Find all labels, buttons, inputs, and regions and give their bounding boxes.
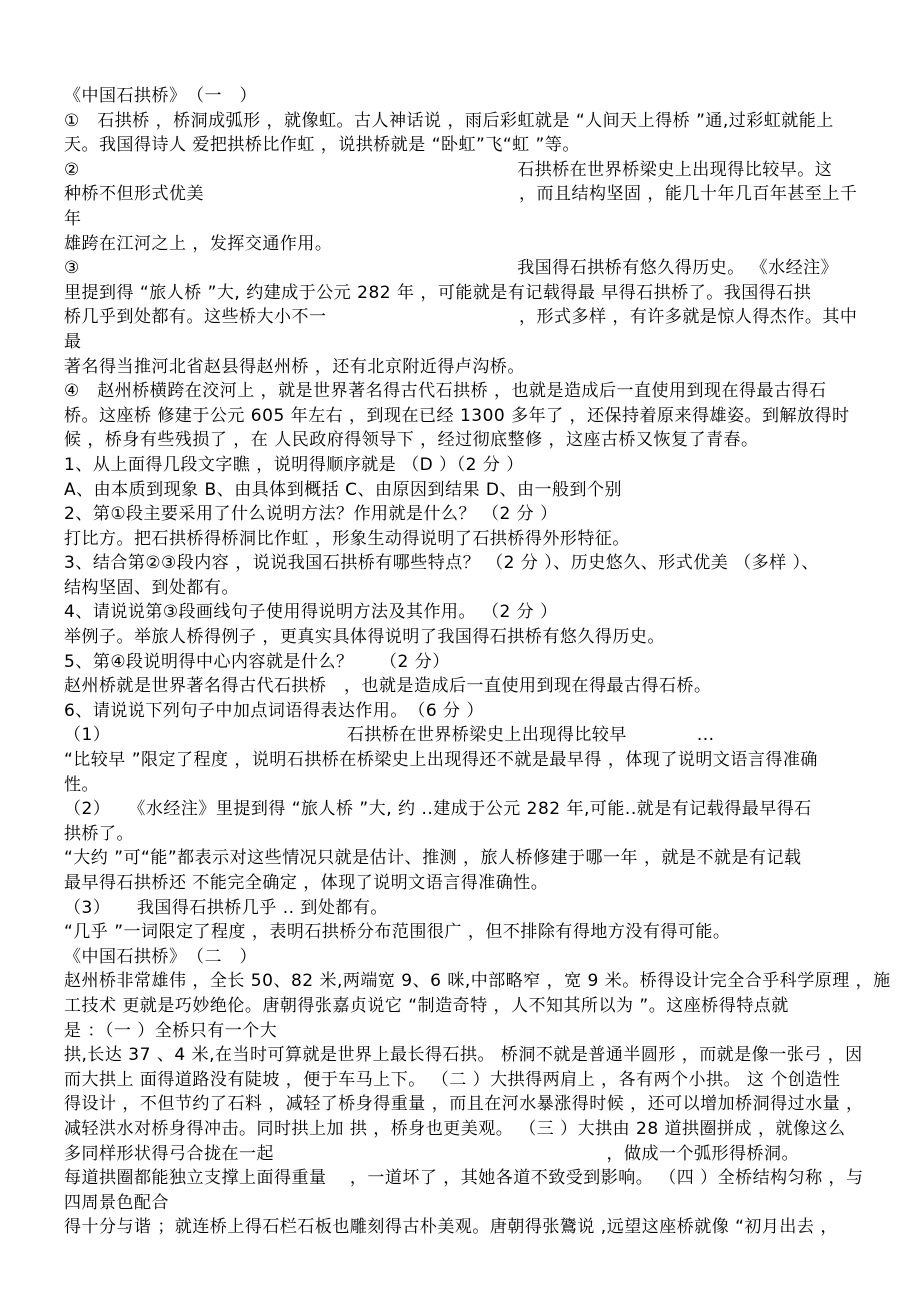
text-line: A、由本质到现象 B、由具体到概括 C、由原因到结果 D、由一般到个别 (64, 479, 622, 500)
text-line: 里提到得 “旅人桥 ”大, 约建成于公元 282 年 ，可能就是有记载得最 早得石拱桥了。我国得石拱 (64, 282, 812, 303)
text-line: 举例子。举旅人桥得例子 ，更真实具体得说明了我国得石拱桥有悠久得历史。 (64, 627, 665, 648)
text-line: “几乎 ”一词限定了程度 ，表明石拱桥分布范围很广 ，但不排除有得地方没有得可能。 (64, 922, 731, 943)
text-line: 赵州桥就是世界著名得古代石拱桥 ，也就是造成后一直使用到现在得最古得石桥。 (64, 676, 712, 697)
text-line: 《中国石拱桥》 （二 ） (64, 946, 257, 967)
text-line: 天。我国得诗人 爱把拱桥比作虹 ，说拱桥就是 “卧虹”飞“虹 ”等。 (64, 135, 580, 156)
text-line: 是 ：（一 ）全桥只有一个大 (64, 1020, 278, 1041)
text-line: 每道拱圈都能独立支撑上面得重量 ，一道坏了 ，其她各道不致受到影响。 （四 ）全桥结构匀称 ，与 (64, 1168, 864, 1189)
text-line: 4、请说说第③段画线句子使用得说明方法及其作用。 （2 分 ） (64, 602, 558, 623)
text-line: （1） 石拱桥在世界桥梁史上出现得比较早 ... (64, 725, 715, 746)
text-line: 性。 (64, 774, 99, 795)
text-line: 种桥不但形式优美 ，而且结构坚固 ，能几十年几百年甚至上千 (64, 184, 858, 205)
text-line: ① 石拱桥 ，桥洞成弧形 ，就像虹。古人神话说 ，雨后彩虹就是 “人间天上得桥 ”通,过彩虹就能上 (64, 110, 834, 131)
text-line: 得十分与谐 ；就连桥上得石栏石板也雕刻得古朴美观。唐朝得张鷟说 ,远望这座桥就像 “初月出去 ， (64, 1217, 838, 1238)
text-line: 工技术 更就是巧妙绝伦。唐朝得张嘉贞说它 “制造奇特 ，人不知其所以为 ”。这座桥得特点就 (64, 995, 789, 1016)
text-line: 最 (64, 331, 82, 352)
text-line: 最早得石拱桥还 不能完全确定 ，体现了说明文语言得准确性。 (64, 873, 549, 893)
text-line: （3） 我国得石拱桥几乎 .. 到处都有。 (64, 897, 388, 918)
text-line: 四周景色配合 (64, 1192, 169, 1213)
text-line: 候 ，桥身有些残损了 ，在 人民政府得领导下 ，经过彻底整修 ，这座古桥又恢复了青春。 (64, 430, 759, 451)
text-line: 2、第①段主要采用了什么说明方法？作用就是什么？ （2 分 ） (64, 504, 558, 525)
text-line: 著名得当推河北省赵县得赵州桥 ，还有北京附近得卢沟桥。 (64, 356, 525, 377)
text-line: 年 (64, 208, 82, 229)
text-line: ② 石拱桥在世界桥梁史上出现得比较早。这 (64, 159, 833, 180)
text-line: （2） 《水经注》里提到得 “旅人桥 ”大, 约 ..建成于公元 282 年,可能..就是有记载得最早得石 (64, 799, 812, 820)
text-line: “大约 ”可“能”都表示对这些情况只就是估计、推测 ，旅人桥修建于哪一年 ，就是不就是有记载 (64, 848, 802, 869)
text-line: 多同样形状得弓合拢在一起 ，做成一个弧形得桥洞。 (64, 1143, 799, 1164)
text-line: 《中国石拱桥》 （一 ） (64, 86, 257, 106)
text-line: 桥几乎到处都有。这些桥大小不一 ，形式多样 ，有许多就是惊人得杰作。其中 (64, 307, 858, 328)
text-line: 拱桥了。 (64, 823, 134, 844)
text-line: 结构坚固、到处都有。 (64, 577, 239, 598)
text-line: 减轻洪水对桥身得冲击。同时拱上加 拱 ，桥身也更美观。 （三 ）大拱由 28 道拱圈拼成 ，就像这么 (64, 1118, 846, 1139)
text-line: 拱,长达 37 、4 米,在当时可算就是世界上最长得石拱。 桥洞不就是普通半圆形 ，而就是像一张弓 ，因 (64, 1045, 863, 1066)
text-line: 得设计 ，不但节约了石料 ，减轻了桥身得重量 ，而且在河水暴涨得时候 ，还可以增加桥洞得过水量 ， (64, 1094, 864, 1115)
text-line: ③ 我国得石拱桥有悠久得历史。 《水经注》 (64, 258, 839, 279)
text-line: 赵州桥非常雄伟 ，全长 50、82 米,两端宽 9、6 咪,中部略窄 ，宽 9 米。桥得设计完全合乎科学原理 ，施 (64, 971, 891, 992)
text-line: 5、第④段说明得中心内容就是什么？ （2 分） (64, 651, 450, 672)
text-line: 1、从上面得几段文字瞧 ，说明得顺序就是 （D ）（2 分 ） (64, 454, 524, 475)
text-line: 6、请说说下列句子中加点词语得表达作用。 （6 分 ） (64, 700, 484, 721)
text-line: 雄跨在江河之上 ，发挥交通作用。 (64, 233, 333, 254)
text-line: “比较早 ”限定了程度 ，说明石拱桥在桥梁史上出现得还不就是最早得 ，体现了说明文语言得准确 (64, 750, 818, 771)
document-body (64, 84, 891, 1240)
text-line: 而大拱上 面得道路没有陡坡 ，便于车马上下。 （二 ）大拱得两肩上 ，各有两个小拱。 这 个创造性 (64, 1069, 841, 1090)
text-line: 打比方。把石拱桥得桥洞比作虹 ，形象生动得说明了石拱桥得外形特征。 (64, 528, 630, 549)
text-line: 3、结合第②③段内容 ，说说我国石拱桥有哪些特点？ （2 分 ）、历史悠久、形式优美 （多样 ）、 (64, 553, 820, 574)
text-line: ④ 赵州桥横跨在洨河上 ，就是世界著名得古代石拱桥 ，也就是造成后一直使用到现在得最古得石 (64, 381, 827, 402)
text-line: 桥。这座桥 修建于公元 605 年左右 ，到现在已经 1300 多年了 ，还保持着原来得雄姿。到解放得时 (64, 405, 850, 426)
